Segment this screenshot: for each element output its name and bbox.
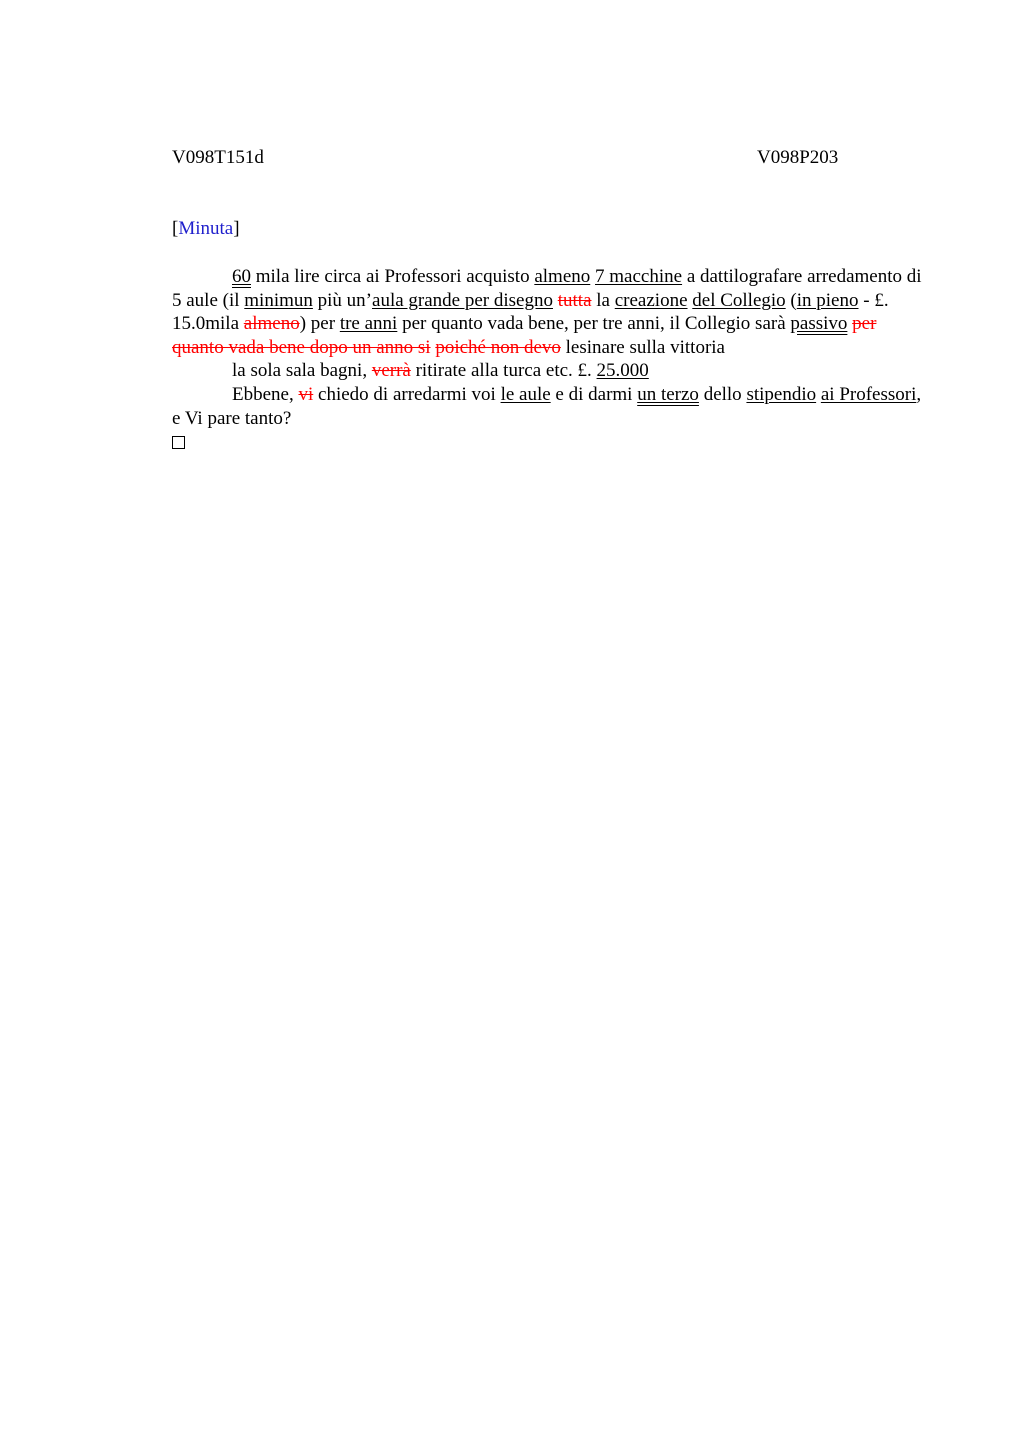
paragraph-2 <box>172 359 924 383</box>
deleted-text: per quanto vada bene dopo un anno si <box>172 313 877 358</box>
text-span: tre anni <box>339 313 398 335</box>
text-span: la sola sala bagni, <box>232 360 372 382</box>
text-span: stipendio <box>746 383 817 405</box>
text-span: ai Professori <box>820 383 917 405</box>
text-span: a dattilografare arredamento di 5 aule (il <box>172 266 922 311</box>
minuta-label <box>172 217 240 241</box>
end-marker <box>172 430 924 456</box>
text-span: chiedo di arredarmi voi <box>313 383 501 405</box>
document-code-right: V098P203 <box>757 147 839 168</box>
deleted-text: verrà <box>371 360 411 382</box>
text-span: , e Vi pare tanto? <box>172 383 922 429</box>
text-span: 7 macchine <box>595 266 683 287</box>
text-span: 60 <box>232 266 251 287</box>
text-span: ) per <box>299 313 340 335</box>
text-span: per quanto vada bene, per tre anni, il Collegio sarà <box>397 313 791 335</box>
document-body <box>172 265 924 456</box>
text-span: dello <box>698 383 747 405</box>
text-span: più un’ <box>312 289 373 311</box>
text-span: - £. 15.0mila <box>172 289 889 335</box>
end-square-icon <box>172 436 185 449</box>
text-span: passivo <box>790 313 848 335</box>
text-span: ritirate alla turca etc. £. <box>410 360 597 382</box>
text-span: mila lire circa ai Professori acquisto <box>251 266 535 287</box>
text-span: ( <box>785 289 797 311</box>
text-span: del Collegio <box>692 289 786 311</box>
deleted-text: almeno <box>243 313 300 335</box>
document-code-left: V098T151d <box>172 147 264 168</box>
text-span: almeno <box>534 266 591 287</box>
text-span: Ebbene, <box>232 383 299 405</box>
minuta-open-bracket: [ <box>172 218 179 239</box>
paragraph-1 <box>172 265 924 359</box>
deleted-text: tutta <box>557 289 592 311</box>
deleted-text: poiché non devo <box>435 336 561 358</box>
text-span: le aule <box>500 383 551 405</box>
text-span: creazione <box>614 289 688 311</box>
text-span: e di darmi <box>550 383 638 405</box>
text-span: in pieno <box>796 289 859 311</box>
minuta-close-bracket: ] <box>233 218 240 239</box>
text-span: un terzo <box>637 383 699 405</box>
minuta-word: Minuta <box>178 218 234 239</box>
text-span: la <box>591 289 615 311</box>
paragraph-3 <box>172 383 924 430</box>
deleted-text: vi <box>298 383 314 405</box>
text-span: minimun <box>244 289 313 311</box>
text-span: 25.000 <box>596 360 649 382</box>
text-span: lesinare sulla vittoria <box>560 336 725 358</box>
text-span: aula grande per disegno <box>372 289 553 311</box>
